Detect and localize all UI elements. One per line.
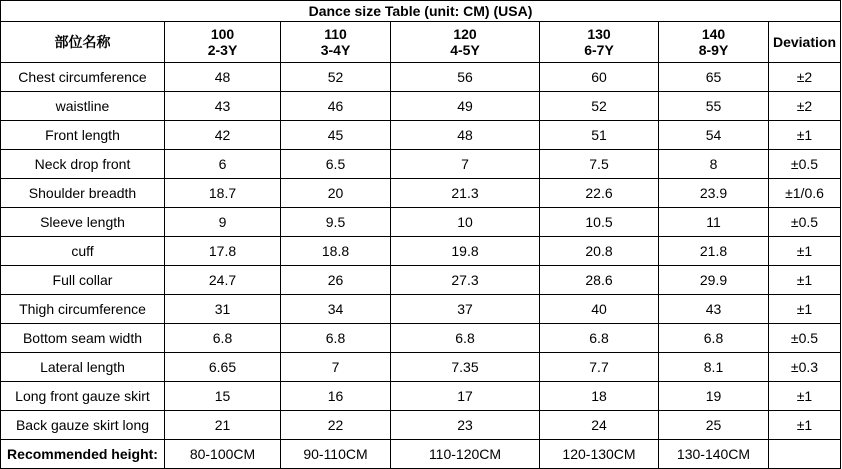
row-size-value: 6.8 xyxy=(659,324,769,353)
row-size-value: 9 xyxy=(165,208,281,237)
row-size-value: 20 xyxy=(281,179,391,208)
row-size-value: 51 xyxy=(540,121,659,150)
row-size-value: 17.8 xyxy=(165,237,281,266)
header-size-age: 8-9Y xyxy=(698,42,729,58)
row-size-value: 43 xyxy=(659,295,769,324)
table-row xyxy=(1,411,841,440)
row-part-name: Lateral length xyxy=(1,353,165,382)
row-part-name: Thigh circumference xyxy=(1,295,165,324)
row-size-value: 6.8 xyxy=(165,324,281,353)
row-size-value: 31 xyxy=(165,295,281,324)
row-size-value: 48 xyxy=(165,63,281,92)
header-size-number: 140 xyxy=(701,26,726,42)
row-part-name: Neck drop front xyxy=(1,150,165,179)
row-deviation: ±1 xyxy=(769,121,841,150)
header-part-name: 部位名称 xyxy=(1,22,165,63)
row-part-name: Full collar xyxy=(1,266,165,295)
row-size-value: 19 xyxy=(659,382,769,411)
header-size-age: 2-3Y xyxy=(207,42,238,58)
row-deviation: ±0.3 xyxy=(769,353,841,382)
table-row xyxy=(1,179,841,208)
row-deviation: ±1 xyxy=(769,295,841,324)
row-size-value: 8.1 xyxy=(659,353,769,382)
recommended-height-value: 120-130CM xyxy=(540,440,659,469)
row-size-value: 46 xyxy=(281,92,391,121)
table-body xyxy=(1,1,841,469)
table-row xyxy=(1,92,841,121)
table-row xyxy=(1,208,841,237)
row-size-value: 6.8 xyxy=(540,324,659,353)
row-part-name: Chest circumference xyxy=(1,63,165,92)
row-size-value: 42 xyxy=(165,121,281,150)
row-size-value: 22 xyxy=(281,411,391,440)
table-title: Dance size Table (unit: CM) (USA) xyxy=(1,1,841,22)
row-part-name: Shoulder breadth xyxy=(1,179,165,208)
recommended-height-label: Recommended height: xyxy=(1,440,165,469)
row-part-name: waistline xyxy=(1,92,165,121)
row-size-value: 27.3 xyxy=(391,266,540,295)
row-size-value: 7.5 xyxy=(540,150,659,179)
row-size-value: 54 xyxy=(659,121,769,150)
row-size-value: 56 xyxy=(391,63,540,92)
row-size-value: 60 xyxy=(540,63,659,92)
row-deviation: ±2 xyxy=(769,92,841,121)
recommended-height-value: 130-140CM xyxy=(659,440,769,469)
row-part-name: Front length xyxy=(1,121,165,150)
row-size-value: 23 xyxy=(391,411,540,440)
row-size-value: 15 xyxy=(165,382,281,411)
row-size-value: 18 xyxy=(540,382,659,411)
row-size-value: 29.9 xyxy=(659,266,769,295)
row-size-value: 7 xyxy=(391,150,540,179)
row-size-value: 6.8 xyxy=(281,324,391,353)
row-size-value: 49 xyxy=(391,92,540,121)
recommended-height-row xyxy=(1,440,841,469)
header-size-number: 120 xyxy=(453,26,477,42)
recommended-height-value: 90-110CM xyxy=(281,440,391,469)
row-size-value: 7.35 xyxy=(391,353,540,382)
row-size-value: 7 xyxy=(281,353,391,382)
row-size-value: 6 xyxy=(165,150,281,179)
header-size-number: 110 xyxy=(324,26,347,42)
row-deviation: ±2 xyxy=(769,63,841,92)
row-size-value: 21 xyxy=(165,411,281,440)
row-part-name: Sleeve length xyxy=(1,208,165,237)
row-size-value: 10.5 xyxy=(540,208,659,237)
row-size-value: 48 xyxy=(391,121,540,150)
table-row xyxy=(1,266,841,295)
recommended-height-value: 110-120CM xyxy=(391,440,540,469)
row-size-value: 21.8 xyxy=(659,237,769,266)
table-row xyxy=(1,324,841,353)
row-size-value: 18.7 xyxy=(165,179,281,208)
row-size-value: 11 xyxy=(659,208,769,237)
row-size-value: 22.6 xyxy=(540,179,659,208)
row-size-value: 28.6 xyxy=(540,266,659,295)
table-row xyxy=(1,382,841,411)
header-size-number: 130 xyxy=(587,26,611,42)
row-size-value: 18.8 xyxy=(281,237,391,266)
row-size-value: 10 xyxy=(391,208,540,237)
row-part-name: cuff xyxy=(1,237,165,266)
header-size-number: 100 xyxy=(210,26,235,42)
row-size-value: 43 xyxy=(165,92,281,121)
row-deviation: ±0.5 xyxy=(769,208,841,237)
row-size-value: 21.3 xyxy=(391,179,540,208)
table-row xyxy=(1,150,841,179)
row-size-value: 52 xyxy=(281,63,391,92)
row-deviation: ±1 xyxy=(769,382,841,411)
row-size-value: 34 xyxy=(281,295,391,324)
header-size-age: 3-4Y xyxy=(320,42,351,58)
header-row xyxy=(1,22,841,63)
row-deviation: ±0.5 xyxy=(769,150,841,179)
header-size-120 xyxy=(391,22,540,63)
header-size-age: 4-5Y xyxy=(450,42,480,58)
row-size-value: 20.8 xyxy=(540,237,659,266)
row-size-value: 26 xyxy=(281,266,391,295)
row-size-value: 55 xyxy=(659,92,769,121)
row-size-value: 16 xyxy=(281,382,391,411)
header-size-100 xyxy=(165,22,281,63)
row-size-value: 17 xyxy=(391,382,540,411)
row-size-value: 6.5 xyxy=(281,150,391,179)
row-size-value: 37 xyxy=(391,295,540,324)
row-size-value: 52 xyxy=(540,92,659,121)
row-deviation: ±1 xyxy=(769,237,841,266)
row-size-value: 45 xyxy=(281,121,391,150)
row-deviation: ±1 xyxy=(769,266,841,295)
row-size-value: 8 xyxy=(659,150,769,179)
title-row xyxy=(1,1,841,22)
row-size-value: 6.65 xyxy=(165,353,281,382)
header-size-140 xyxy=(659,22,769,63)
table-row xyxy=(1,121,841,150)
row-part-name: Long front gauze skirt xyxy=(1,382,165,411)
row-deviation: ±1 xyxy=(769,411,841,440)
row-size-value: 40 xyxy=(540,295,659,324)
table-row xyxy=(1,353,841,382)
row-size-value: 24 xyxy=(540,411,659,440)
row-deviation: ±0.5 xyxy=(769,324,841,353)
recommended-height-value: 80-100CM xyxy=(165,440,281,469)
row-size-value: 19.8 xyxy=(391,237,540,266)
row-size-value: 7.7 xyxy=(540,353,659,382)
row-size-value: 6.8 xyxy=(391,324,540,353)
header-deviation: Deviation xyxy=(769,22,841,63)
table-row xyxy=(1,295,841,324)
row-size-value: 65 xyxy=(659,63,769,92)
row-deviation: ±1/0.6 xyxy=(769,179,841,208)
row-size-value: 25 xyxy=(659,411,769,440)
table-row xyxy=(1,237,841,266)
table-row xyxy=(1,63,841,92)
header-size-130 xyxy=(540,22,659,63)
row-size-value: 24.7 xyxy=(165,266,281,295)
recommended-height-deviation xyxy=(769,440,841,469)
header-size-110 xyxy=(281,22,391,63)
row-size-value: 9.5 xyxy=(281,208,391,237)
row-part-name: Back gauze skirt long xyxy=(1,411,165,440)
row-size-value: 23.9 xyxy=(659,179,769,208)
header-size-age: 6-7Y xyxy=(584,42,614,58)
row-part-name: Bottom seam width xyxy=(1,324,165,353)
